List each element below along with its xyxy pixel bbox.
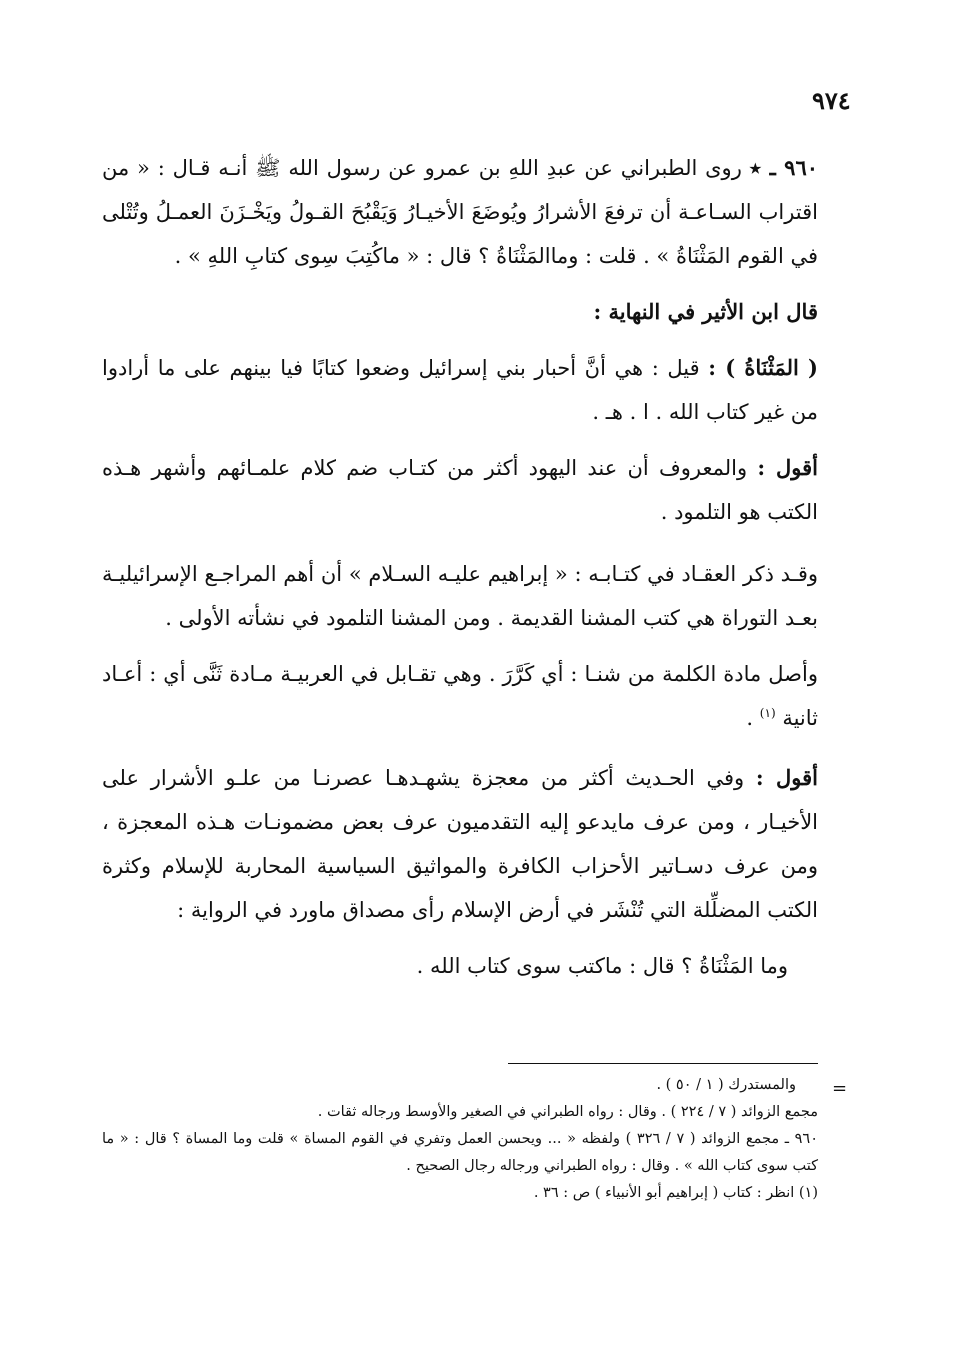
comment-lead: أقول : xyxy=(755,765,818,790)
closing-text: وما المَثْنَاةُ ؟ قال : ماكتب سوى كتاب الله . xyxy=(416,954,788,978)
aqqad-text: وقـد ذكر العقـاد في كتـابـه : « إبراهيم عليـه السـلام » أن أهم المراجـع الإسرائيليـة بعـد التوراة هي كتب المشنا القديمة . ومن المشنا التلمود في نشأته الأولى . xyxy=(102,562,818,630)
hadith-text: روى الطبراني عن عبدِ اللهِ بن عمرو عن رسول الله ﷺ أنـه قـال : « من اقتراب السـاعـة أن ترفعَ الأشرارُ ويُوضَعَ الأخيـارُ وَيَقْبُحَ القـولُ ويَخْـزَنَ العمـلُ وتُتْلى في القوم المَثْنَاةُ » . قلت : وماالمَثْنَاةُ ؟ قال : « ماكُتِبَ سِوى كتابِ اللهِ » . xyxy=(102,156,818,268)
footnote-line: مجمع الزوائد ( ٧ / ٢٢٤ ) . وقال : رواه الطبراني في الصغير والأوسط ورجاله ثقات . xyxy=(317,1104,818,1120)
etymology-text: وأصل مادة الكلمة من شنـا : أي كَرَّرَ . وهي تقـابل في العربيـة مـادة ثَنَّى أي : أعـاد ثانية xyxy=(102,662,818,730)
footnote-reference: (١) xyxy=(759,706,776,720)
footnotes xyxy=(102,1072,818,1207)
etymology-end: . xyxy=(746,706,754,730)
definition-term: ( المَثْنَاةُ ) : xyxy=(708,355,818,380)
footnote-continuation-mark: = xyxy=(832,1078,848,1099)
footnote-separator xyxy=(508,1063,818,1064)
paragraph-definition xyxy=(102,346,818,434)
paragraph-aqqad xyxy=(102,552,818,640)
paragraph-closing xyxy=(102,944,818,988)
paragraph-etymology xyxy=(102,652,818,740)
definition-text: قيل : هي أنَّ أحبار بني إسرائيل وضعوا كتابًا فيا بينهم على ما أرادوا من غير كتاب الله . ا . هـ . xyxy=(102,356,818,424)
hadith-paragraph xyxy=(102,146,818,278)
paragraph-comment-1 xyxy=(102,446,818,534)
paragraph-comment-2 xyxy=(102,756,818,932)
hadith-number: ٩٦٠ ـ ٭ xyxy=(749,155,819,180)
comment-text: والمعروف أن عند اليهود أكثر من كتـاب ضم كلام علمـائهم وأشهر هـذه الكتب هو التلمود . xyxy=(102,456,818,524)
footnote-line: والمستدرك ( ١ / ٥٠ ) . xyxy=(656,1077,796,1093)
section-heading: قال ابن الأثير في النهاية : xyxy=(593,299,818,324)
comment-lead: أقول : xyxy=(757,455,818,480)
page-number: ٩٧٤ xyxy=(812,86,851,115)
footnote-line: ٩٦٠ ـ مجمع الزوائد ( ٧ / ٣٢٦ ) ولفظه « ... ويحسن العمل وتفري في القوم المساة » قلت وما المساة ؟ قال : « ما كتب سوى كتاب الله » . وقال : رواه الطبراني ورجاله رجال الصحيح . xyxy=(102,1131,818,1174)
comment-text: وفي الحـديث أكثر من معجزة يشهـدهـا عصرنـا من علـو الأشرار على الأخيـار ، ومن عرف مايدعو إليه التقدميون عرف بعض مضمونـات هـذه المعجزة ، ومن عرف دسـاتير الأحزاب الكافرة والمواثيق السياسية المحاربة للإسلام وكثرة الكتب المضلِّلة التي تُنْشَر في أرض الإسلام رأى مصداق ماورد في الرواية : xyxy=(102,766,818,922)
footnote-line: (١) انظر : كتاب ( إبراهيم أبو الأنبياء ) ص : ٣٦ . xyxy=(533,1185,818,1201)
